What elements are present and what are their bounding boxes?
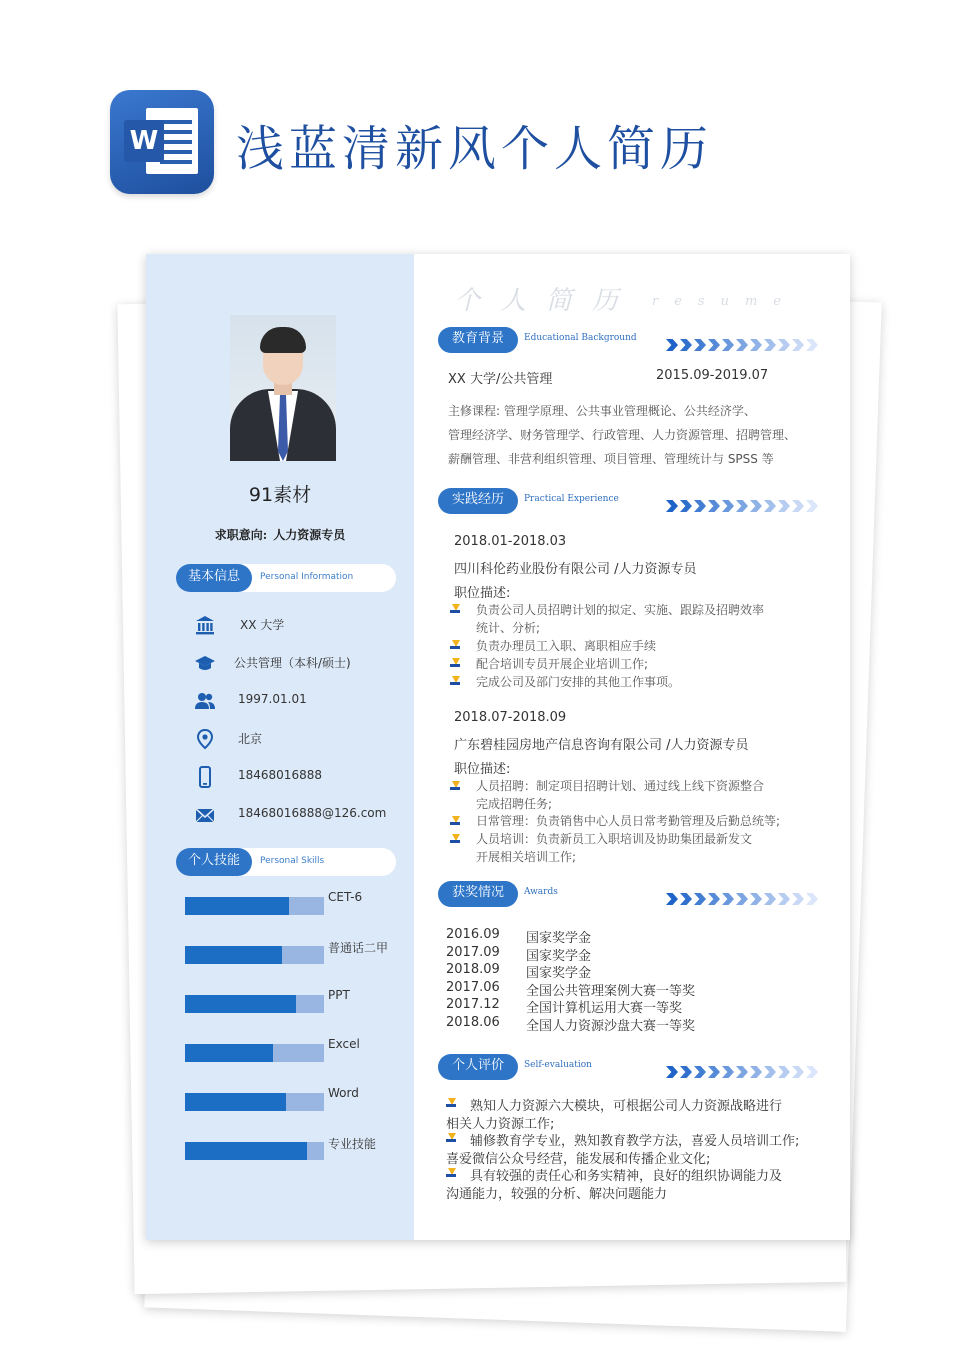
skill-bar-fill <box>185 1044 273 1062</box>
word-icon-letter: W <box>124 120 164 162</box>
job-intent <box>146 526 414 543</box>
education-courses-line: 主修课程: 管理学原理、公共事业管理概论、公共经济学、 <box>448 404 756 418</box>
info-major-text: 公共管理（本科/硕士) <box>234 656 351 670</box>
section-arrows <box>666 1066 820 1080</box>
section-self-eval-en: Self-evaluation <box>524 1060 592 1070</box>
chevron-right-icon <box>680 500 692 512</box>
job-item: 人员培训：负责新员工入职培训及协助集团最新发文 <box>476 832 753 846</box>
bullet-icon <box>450 781 460 791</box>
skill-bar <box>185 995 324 1013</box>
chevron-right-icon <box>722 893 734 905</box>
info-birthday-text: 1997.01.01 <box>238 692 307 706</box>
bullet-icon <box>450 834 460 844</box>
job-item: 完成招聘任务; <box>476 797 553 811</box>
chevron-right-icon <box>708 500 720 512</box>
bullet-icon <box>450 640 460 650</box>
skill-bar-fill <box>185 897 289 915</box>
self-eval-line: 相关人力资源工作; <box>446 1116 555 1132</box>
skill-row <box>185 1086 425 1110</box>
job-period: 2018.01-2018.03 <box>454 534 567 549</box>
chevron-right-icon <box>792 339 804 351</box>
award-date: 2016.09 <box>446 927 500 942</box>
watermark-title: 个人简历 <box>454 286 639 316</box>
award-name: 国家奖学金 <box>526 948 592 964</box>
chevron-right-icon <box>764 339 776 351</box>
main-content <box>414 254 850 1240</box>
location-pin-icon <box>194 728 216 750</box>
chevron-right-icon <box>764 1066 776 1078</box>
section-self-eval <box>438 1054 818 1082</box>
self-eval-line: 喜爱微信公众号经营，能发展和传播企业文化; <box>446 1151 711 1167</box>
bullet-icon <box>450 658 460 668</box>
job-item: 开展相关培训工作; <box>476 850 577 864</box>
skill-row <box>185 988 425 1012</box>
section-arrows <box>666 500 820 514</box>
skill-label: 普通话二甲 <box>328 941 389 955</box>
award-date: 2017.06 <box>446 979 500 995</box>
self-eval-line: 沟通能力，较强的分析、解决问题能力 <box>446 1187 668 1202</box>
phone-icon <box>194 766 216 788</box>
job-period: 2018.07-2018.09 <box>454 710 567 725</box>
section-education-title: 教育背景 <box>438 327 518 353</box>
chevron-right-icon <box>666 893 678 905</box>
mail-icon <box>194 804 216 826</box>
chevron-right-icon <box>778 500 790 512</box>
info-phone-text: 18468016888 <box>238 768 322 782</box>
section-arrows <box>666 339 820 353</box>
job-item: 日常管理：负责销售中心人员日常考勤管理及后勤总统等; <box>476 814 781 828</box>
skill-bar <box>185 1044 324 1062</box>
award-name: 国家奖学金 <box>526 966 592 982</box>
skill-label: 专业技能 <box>328 1137 377 1151</box>
chevron-right-icon <box>708 339 720 351</box>
award-name: 全国人力资源沙盘大赛一等奖 <box>526 1019 696 1034</box>
user-icon <box>194 690 216 712</box>
info-location-text: 北京 <box>238 732 263 746</box>
job-desc-label: 职位描述: <box>454 586 511 601</box>
info-birthday <box>146 688 414 712</box>
section-practice-title: 实践经历 <box>438 488 518 514</box>
chevron-right-icon <box>792 500 804 512</box>
skill-row <box>185 1139 425 1159</box>
award-date: 2018.06 <box>446 1015 500 1030</box>
skill-label: Word <box>328 1086 359 1100</box>
chevron-right-icon <box>722 1066 734 1078</box>
chevron-right-icon <box>750 339 762 351</box>
section-skills-en: Personal Skills <box>260 856 325 866</box>
skill-bar-fill <box>185 946 282 964</box>
award-date: 2017.09 <box>446 944 500 960</box>
chevron-right-icon <box>806 339 818 351</box>
skill-label: PPT <box>328 988 350 1002</box>
section-awards-en: Awards <box>524 887 558 897</box>
bullet-icon <box>446 1098 456 1108</box>
self-eval-line: 熟知人力资源六大模块，可根据公司人力资源战略进行 <box>470 1099 783 1114</box>
sidebar <box>146 254 414 1240</box>
job-intent-label: 求职意向: <box>214 528 268 542</box>
word-document-icon <box>110 90 214 194</box>
chevron-right-icon <box>708 893 720 905</box>
self-eval-line: 辅修教育学专业，熟知教育教学方法，喜爱人员培训工作; <box>470 1134 800 1150</box>
award-name: 全国公共管理案例大赛一等奖 <box>526 983 696 999</box>
info-major <box>146 650 414 674</box>
chevron-right-icon <box>736 339 748 351</box>
section-basic-info <box>176 564 396 592</box>
chevron-right-icon <box>806 1066 818 1078</box>
job-item: 完成公司及部门安排的其他工作事项。 <box>476 675 681 689</box>
skill-bar <box>185 897 324 915</box>
chevron-right-icon <box>694 339 706 351</box>
bullet-icon <box>450 676 460 686</box>
section-education <box>438 327 818 355</box>
skill-bar <box>185 1142 324 1160</box>
chevron-right-icon <box>750 893 762 905</box>
chevron-right-icon <box>764 500 776 512</box>
chevron-right-icon <box>666 500 678 512</box>
section-awards-title: 获奖情况 <box>438 881 518 907</box>
chevron-right-icon <box>694 893 706 905</box>
section-arrows <box>666 893 820 907</box>
skill-label: CET-6 <box>328 890 363 904</box>
section-basic-info-title: 基本信息 <box>176 564 252 592</box>
skill-bar <box>185 1093 324 1111</box>
job-item: 人员招聘：制定项目招聘计划、通过线上线下资源整合 <box>476 779 765 793</box>
education-courses-line: 管理经济学、财务管理学、行政管理、人力资源管理、招聘管理、 <box>448 428 797 442</box>
chevron-right-icon <box>666 339 678 351</box>
section-education-en: Educational Background <box>524 333 637 343</box>
section-practice-en: Practical Experience <box>524 494 619 504</box>
chevron-right-icon <box>708 1066 720 1078</box>
job-item: 负责办理员工入职、离职相应手续 <box>476 639 657 653</box>
chevron-right-icon <box>778 339 790 351</box>
chevron-right-icon <box>764 893 776 905</box>
chevron-right-icon <box>736 893 748 905</box>
job-desc-label: 职位描述: <box>454 762 511 777</box>
chevron-right-icon <box>680 1066 692 1078</box>
job-company: 广东碧桂园房地产信息咨询有限公司 /人力资源专员 <box>454 738 749 753</box>
chevron-right-icon <box>722 339 734 351</box>
award-date: 2018.09 <box>446 962 500 978</box>
skill-row <box>185 890 425 914</box>
skill-row <box>185 1037 425 1061</box>
chevron-right-icon <box>722 500 734 512</box>
award-name: 全国计算机运用大赛一等奖 <box>526 1001 683 1017</box>
skill-label: Excel <box>328 1037 360 1051</box>
chevron-right-icon <box>750 500 762 512</box>
info-school-text: XX 大学 <box>240 618 285 632</box>
chevron-right-icon <box>806 893 818 905</box>
watermark-en: resume <box>652 294 797 309</box>
university-icon <box>194 614 216 636</box>
page-title: 浅蓝清新风个人简历 <box>236 121 714 177</box>
info-location <box>146 726 414 750</box>
skill-row <box>185 943 425 963</box>
section-practice <box>438 488 818 516</box>
bullet-icon <box>446 1168 456 1178</box>
section-awards <box>438 881 818 909</box>
chevron-right-icon <box>680 893 692 905</box>
skill-bar-fill <box>185 995 296 1013</box>
chevron-right-icon <box>736 500 748 512</box>
award-name: 国家奖学金 <box>526 931 592 946</box>
chevron-right-icon <box>680 339 692 351</box>
job-intent-value: 人力资源专员 <box>273 528 346 542</box>
section-basic-info-en: Personal Information <box>260 572 354 582</box>
chevron-right-icon <box>694 1066 706 1078</box>
education-period: 2015.09-2019.07 <box>656 368 769 383</box>
candidate-name: 91素材 <box>248 484 312 506</box>
chevron-right-icon <box>778 893 790 905</box>
job-company: 四川科伦药业股份有限公司 /人力资源专员 <box>454 562 697 577</box>
skill-bar-fill <box>185 1142 307 1160</box>
profile-photo <box>230 315 336 461</box>
chevron-right-icon <box>750 1066 762 1078</box>
job-item: 配合培训专员开展企业培训工作; <box>476 657 649 671</box>
bullet-icon <box>450 816 460 826</box>
job-item: 统计、分析; <box>476 621 541 635</box>
chevron-right-icon <box>736 1066 748 1078</box>
info-school <box>146 612 414 636</box>
chevron-right-icon <box>778 1066 790 1078</box>
info-phone <box>146 764 414 788</box>
section-skills <box>176 848 396 876</box>
resume-sheet <box>146 254 850 1240</box>
bullet-icon <box>450 604 460 614</box>
info-email <box>146 802 414 826</box>
skill-bar <box>185 946 324 964</box>
education-school: XX 大学/公共管理 <box>448 372 553 387</box>
skill-bar-fill <box>185 1093 286 1111</box>
chevron-right-icon <box>792 893 804 905</box>
job-item: 负责公司人员招聘计划的拟定、实施、跟踪及招聘效率 <box>476 603 765 617</box>
info-email-text: 18468016888@126.com <box>238 806 387 820</box>
header <box>110 90 810 194</box>
section-skills-title: 个人技能 <box>176 848 252 876</box>
chevron-right-icon <box>806 500 818 512</box>
award-date: 2017.12 <box>446 997 500 1013</box>
section-self-eval-title: 个人评价 <box>438 1054 518 1080</box>
chevron-right-icon <box>666 1066 678 1078</box>
education-courses-line: 薪酬管理、非营利组织管理、项目管理、管理统计与 SPSS 等 <box>448 452 774 466</box>
graduation-cap-icon <box>194 652 216 674</box>
chevron-right-icon <box>694 500 706 512</box>
bullet-icon <box>446 1133 456 1143</box>
self-eval-line: 具有较强的责任心和务实精神，良好的组织协调能力及 <box>470 1169 783 1185</box>
chevron-right-icon <box>792 1066 804 1078</box>
